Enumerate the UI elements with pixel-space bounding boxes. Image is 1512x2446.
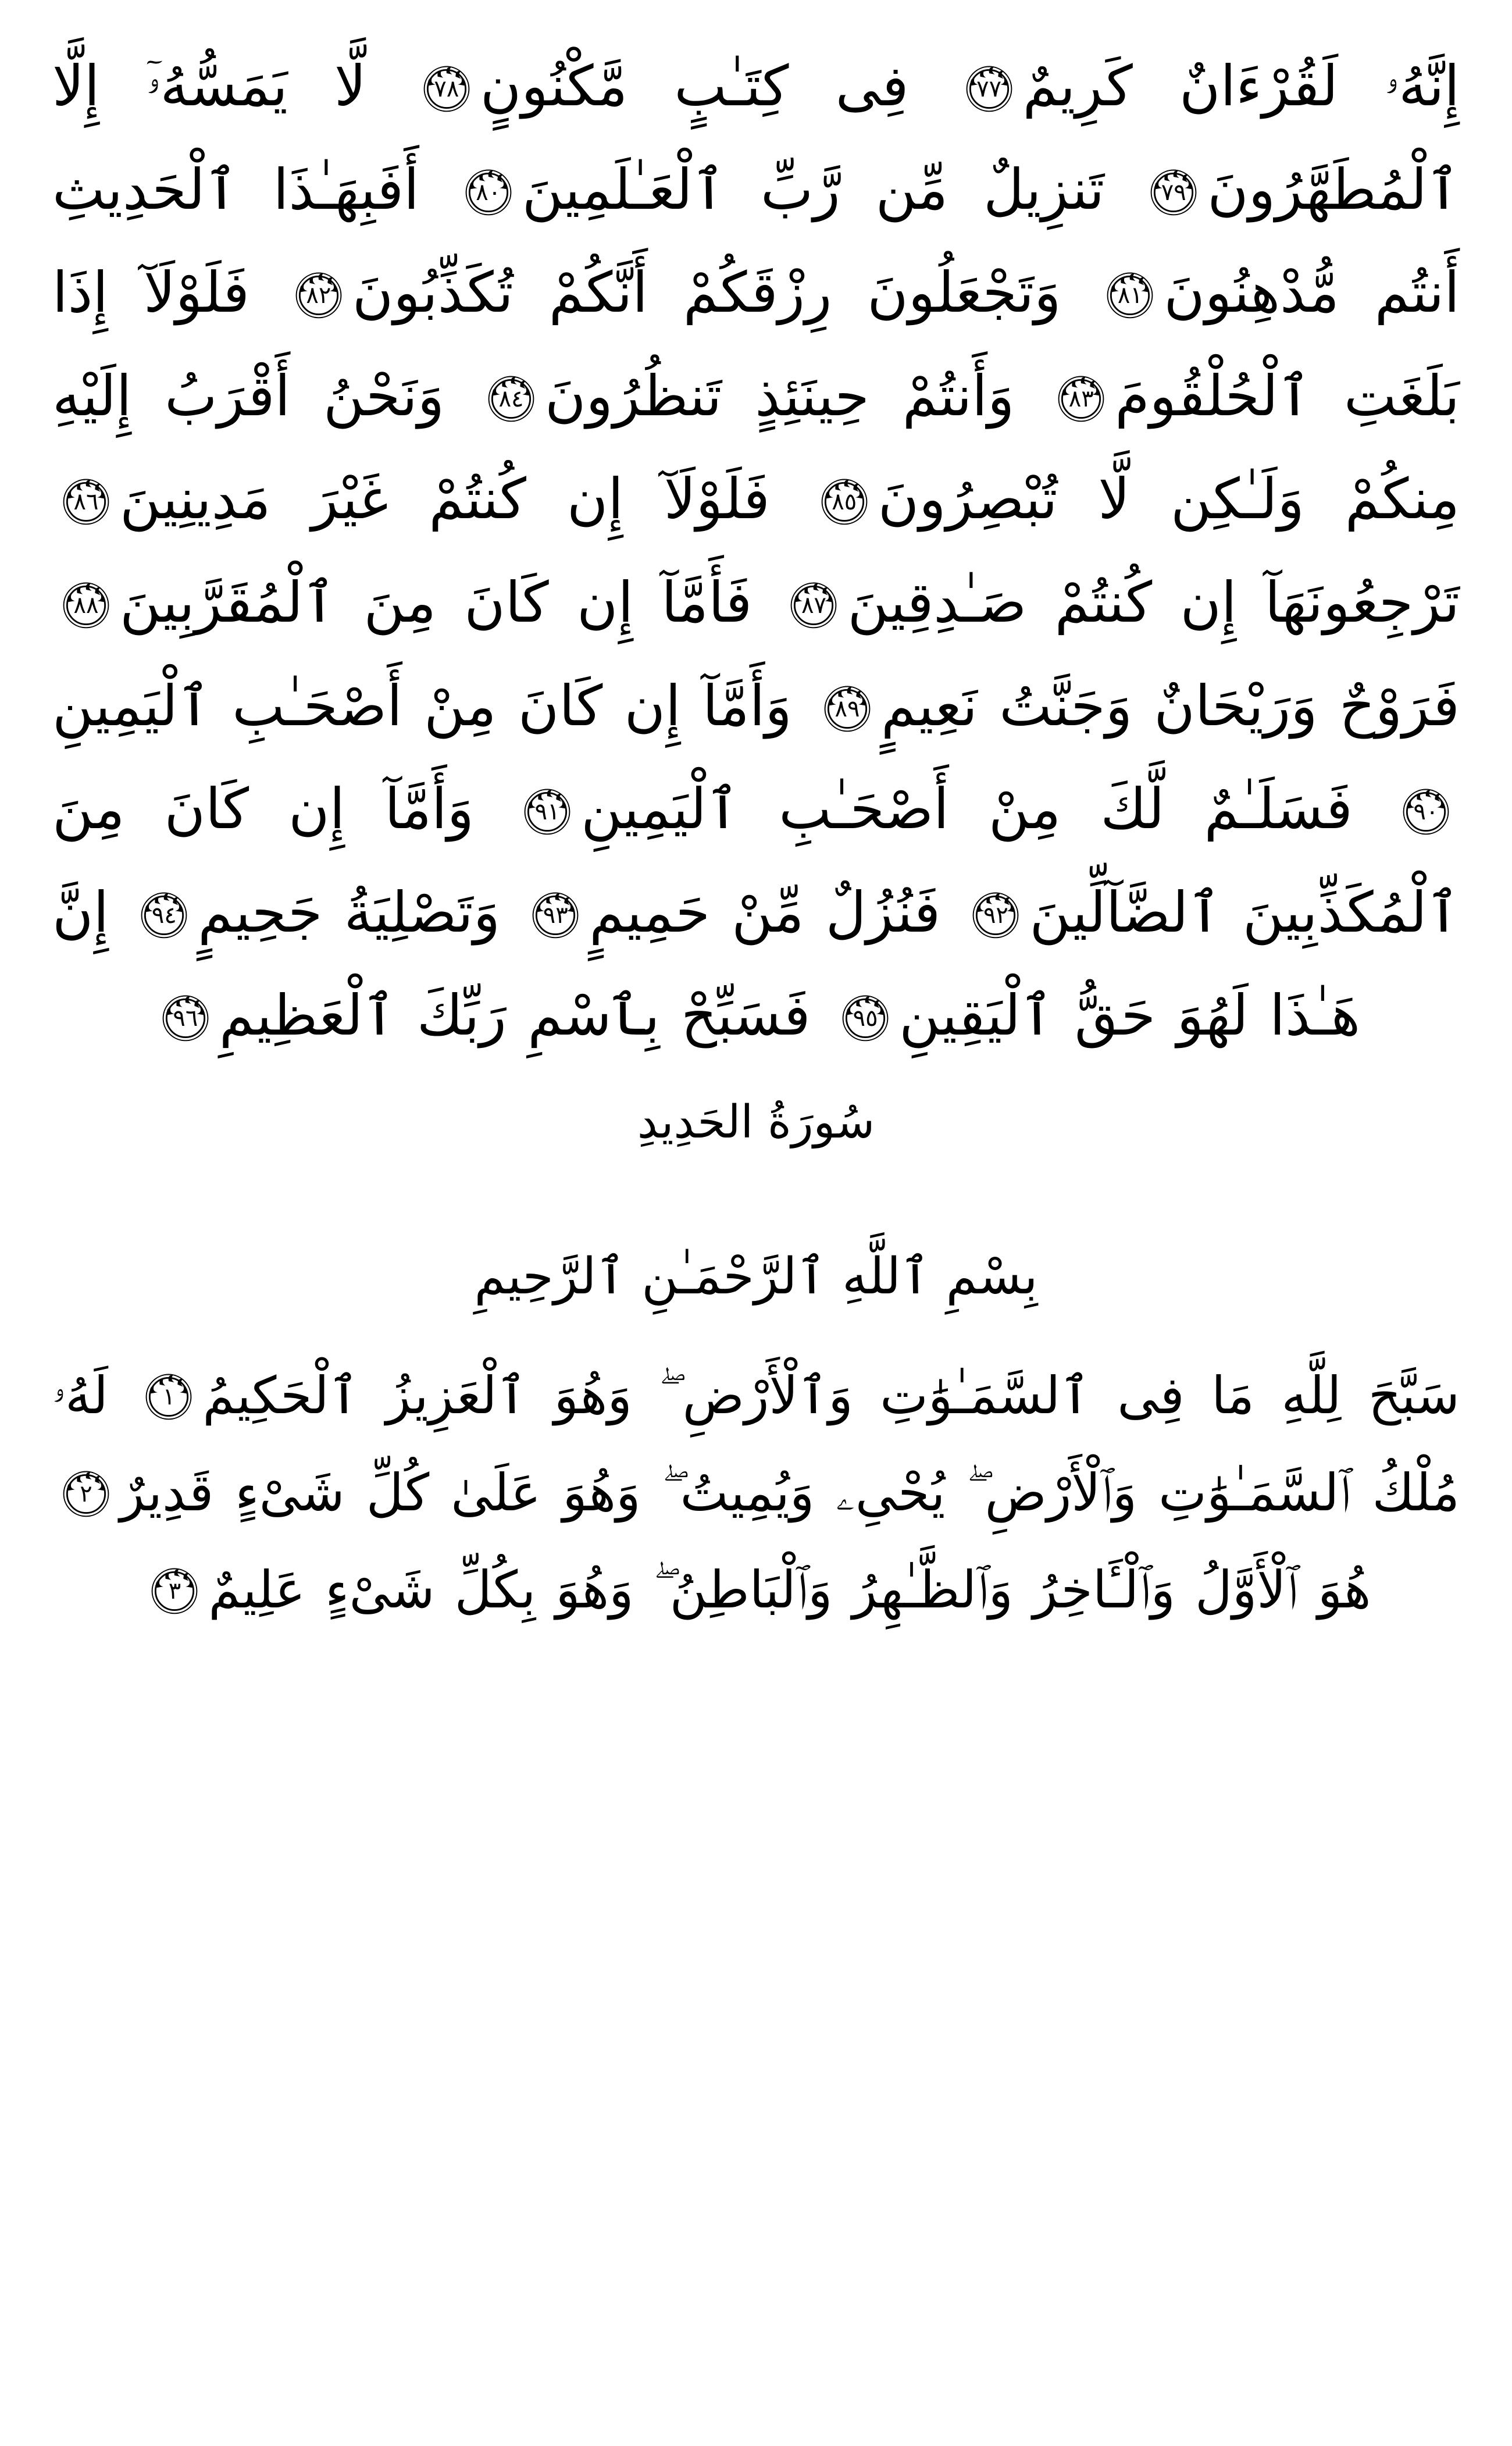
ayah-number-marker xyxy=(136,886,192,942)
ayah-number: ٣ xyxy=(168,1577,181,1604)
ayah-number-marker xyxy=(837,989,893,1045)
verse-text: لَّا يَمَسُّهُۥٓ إِلَّا ٱلْمُطَهَّرُونَ xyxy=(52,54,1460,222)
verse-text: أَفَبِهَـٰذَا ٱلْحَدِيثِ أَنتُم مُّدْهِنُونَ xyxy=(52,156,1460,326)
verse-text: وَأَمَّآ إِن كَانَ مِنْ أَصْحَـٰبِ ٱلْيَمِينِ xyxy=(52,673,792,739)
ayah-number: ٧٧ xyxy=(976,76,1002,102)
ayah-number-marker xyxy=(968,886,1024,942)
verse-text: سَبَّحَ لِلَّهِ مَا فِى ٱلسَّمَـٰوَٰتِ وَٱلْأَرْضِ ۖ وَهُوَ ٱلْعَزِيزُ ٱلْحَكِيمُ xyxy=(202,1365,1460,1425)
ayah-number-marker xyxy=(291,266,347,322)
ayah-number: ٨٤ xyxy=(498,385,524,412)
verse-text: وَتَجْعَلُونَ رِزْقَكُمْ أَنَّكُمْ تُكَذِّبُونَ xyxy=(352,260,1061,326)
ayah-number-marker xyxy=(58,473,114,529)
ayah-number-marker xyxy=(1053,370,1109,426)
ayah-number-marker xyxy=(819,680,875,736)
ayah-number: ٩٦ xyxy=(173,1005,198,1032)
basmala-container xyxy=(52,1242,1460,1311)
verse-text: لَهُۥ مُلْكُ ٱلسَّمَـٰوَٰتِ وَٱلْأَرْضِ ۖ يُحْىِۦ وَيُمِيتُ ۖ وَهُوَ عَلَىٰ كُلِّ شَىْءٍ قَدِيرٌ xyxy=(52,1365,1460,1522)
verse-text: وَأَمَّآ إِن كَانَ مِنَ ٱلْمُكَذِّبِينَ ٱلضَّآلِّينَ xyxy=(52,776,1460,945)
verse-text: وَأَنتُمْ حِينَئِذٍ تَنظُرُونَ xyxy=(545,363,1015,429)
ayah-number-marker xyxy=(527,886,583,942)
ayah-number: ٨٨ xyxy=(73,591,99,619)
verse-text: إِنَّ هَـٰذَا لَهُوَ حَقُّ ٱلْيَقِينِ xyxy=(52,879,1361,1049)
surah-al-waqiah-section xyxy=(52,35,1460,1068)
ayah-number-marker xyxy=(816,473,872,529)
ayah-number-marker xyxy=(519,783,575,839)
ayah-number-marker xyxy=(1102,266,1158,322)
surah-al-hadid-section xyxy=(52,1347,1460,1639)
basmala-text: بِسْمِ ٱللَّهِ ٱلرَّحْمَـٰنِ ٱلرَّحِيمِ xyxy=(474,1247,1038,1306)
ayah-number: ٢ xyxy=(80,1480,92,1507)
verse-flow-waqiah xyxy=(52,35,1460,1068)
ayah-number-marker xyxy=(1398,783,1454,839)
surah-title-al-hadid: سُورَةُ الحَدِيدِ xyxy=(637,1096,875,1149)
verse-text: وَنَحْنُ أَقْرَبُ إِلَيْهِ مِنكُمْ وَلَـٰكِن لَّا تُبْصِرُونَ xyxy=(52,363,1460,532)
ayah-number-marker xyxy=(158,989,213,1045)
ayah-number: ٩١ xyxy=(534,798,560,826)
page-footer xyxy=(52,1638,1460,1661)
ayah-number-marker xyxy=(147,1562,202,1618)
ayah-number: ٨٦ xyxy=(73,489,99,516)
ayah-number: ٨٣ xyxy=(1068,385,1094,412)
ayah-number-marker xyxy=(483,370,539,426)
ayah-number: ٨٧ xyxy=(801,591,826,619)
ayah-number: ٨١ xyxy=(1117,282,1143,309)
verse-text: فَرَوْحٌ وَرَيْحَانٌ وَجَنَّتُ نَعِيمٍ xyxy=(881,673,1460,739)
ayah-number: ٩٥ xyxy=(853,1005,878,1032)
ayah-number: ١ xyxy=(162,1383,176,1410)
verse-text: هُوَ ٱلْأَوَّلُ وَٱلْـَٔاخِرُ وَٱلظَّـٰهِرُ وَٱلْبَاطِنُ ۖ وَهُوَ بِكُلِّ شَىْءٍ عَلِيمٌ xyxy=(208,1559,1371,1620)
verse-flow-hadid xyxy=(52,1347,1460,1639)
ayah-number-marker xyxy=(461,163,516,219)
ayah-number-marker xyxy=(1146,163,1201,219)
ayah-number: ٩٠ xyxy=(1413,798,1439,826)
verse-text: تَرْجِعُونَهَآ إِن كُنتُمْ صَـٰدِقِينَ xyxy=(847,569,1460,635)
verse-text: فَأَمَّآ إِن كَانَ مِنَ ٱلْمُقَرَّبِينَ xyxy=(120,569,753,635)
ayah-number: ٨٢ xyxy=(306,282,331,309)
verse-text: فَنُزُلٌ مِّنْ حَمِيمٍ xyxy=(589,879,941,945)
ayah-number: ٩٣ xyxy=(543,901,568,929)
ayah-number: ٨٩ xyxy=(835,695,860,722)
verse-text: فَسَلَـٰمٌ لَّكَ مِنْ أَصْحَـٰبِ ٱلْيَمِينِ xyxy=(581,776,1353,842)
verse-text: فِى كِتَـٰبٍ مَّكْنُونٍ xyxy=(480,54,909,119)
ayah-number: ٨٠ xyxy=(476,179,501,206)
verse-text: تَنزِيلٌ مِّن رَّبِّ ٱلْعَـٰلَمِينَ xyxy=(522,156,1105,222)
ayah-number-marker xyxy=(419,60,475,116)
ayah-number: ٩٢ xyxy=(983,901,1008,929)
verse-text: فَلَوْلَآ إِذَا بَلَغَتِ ٱلْحُلْقُومَ xyxy=(52,260,1460,429)
ayah-number: ٨٥ xyxy=(832,489,857,516)
ayah-number-marker xyxy=(786,576,841,632)
ayah-number: ٧٨ xyxy=(434,76,459,102)
ayah-number-marker xyxy=(141,1368,197,1424)
ayah-number: ٩٤ xyxy=(151,901,177,929)
ayah-number-marker xyxy=(961,60,1017,116)
ayah-number: ٧٩ xyxy=(1161,179,1186,206)
verse-text: إِنَّهُۥ لَقُرْءَانٌ كَرِيمٌ xyxy=(1022,54,1460,119)
ayah-number-marker xyxy=(58,1465,114,1521)
verse-text: فَسَبِّحْ بِٱسْمِ رَبِّكَ ٱلْعَظِيمِ xyxy=(219,983,811,1049)
verse-text: فَلَوْلَآ إِن كُنتُمْ غَيْرَ مَدِينِينَ xyxy=(120,466,770,532)
ayah-number-marker xyxy=(58,576,114,632)
verse-text: وَتَصْلِيَةُ جَحِيمٍ xyxy=(198,879,501,945)
